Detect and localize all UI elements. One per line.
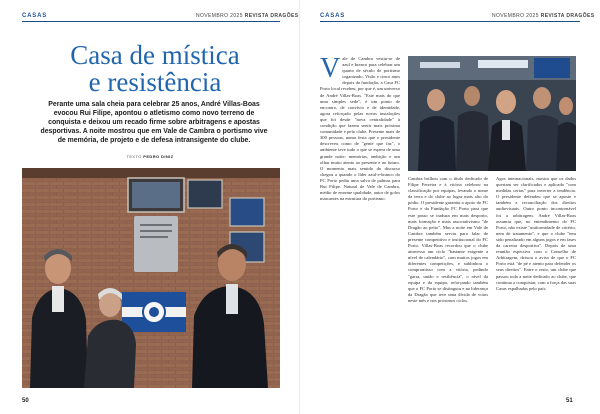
header-rule [22,21,280,22]
page-number-right: 51 [566,398,573,404]
event-photo-illustration [22,168,280,388]
article-lead: Perante uma sala cheia para celebrar 25 anos, André Villas-Boas evocou Rui Filipe, apontou o atletismo como novo terreno de conquista e deixou um recado firme sobre arbitragens e apostas desportivas. A noite mostrou que em Vale de Cambra o portismo vive de memória, de projeto e de defesa intransigente do clube. [40,101,268,144]
publication-name: REVISTA DRAGÕES [244,13,299,19]
event-photo [22,168,280,388]
running-header-right [492,13,594,19]
crowd-photo-illustration [408,56,576,171]
issue-date-right: NOVEMBRO 2025 [492,13,539,19]
crowd-photo [408,56,576,171]
body-column-1 [320,56,400,382]
title-line-1: Casa de mística [70,40,240,70]
running-header [196,13,298,19]
section-label-right: CASAS [320,13,346,19]
issue-date: NOVEMBRO 2025 [196,13,243,19]
column-1-text: ale de Cambra vestiu-se de azul e branco para celebrar um quarto de século de portismo organizado. Visão e cinco anos depois da fundação, a Casa FC Porto local recebeu, por que é, um universo de André Villas-Boas. "Este mais do que uma simples sede", é um ponto de encontro, de convívio e de identidade, agora reforçado pelas novas instalações que foi desde "nova centralidade" à condição que fazem sentir mais próxima comunidade e pelo clube. Presente mais de 300 pessoas, numa festa que o presidente descreveu como de "gente que faz", o ambiente teve tudo o que se espera de uma grande noite: memórias, ambição e um olhar muito atento ao presente e ao futuro. O momento mais sentido do discurso chegou a quando o líder azul-e-branco do FC Porto pediu uma salva de palmas para Rui Filipe. Natural de Vale de Cambra, médio de enorme qualidade, autor de golos marcantes na estrutura do portismo. [320,56,400,202]
header-rule-right [320,21,580,22]
body-column-3: Agos internacionais, mostra que os dados queriam ser clarificados e aplicado "com medidas certas" para inverter a tendência. O presidente defendeu que se aposte e também a reconciliação dos direitos audiovisuais. Outro ponto incontornável foi a arbitragem. André Villas-Boas assumiu que, no entendimento do FC Porto, não existe "uniformidade de critério, nem de tratamento", e que o clube "tem sido penalizado em alguns jogos e em fases da carreira desportiva". Depois de uma reunião espectiva com o Conselho de Arbitragem, deixou o aviso de que o FC Porto está "de pé e atento para defender os seus direitos". Entre o resto, um clube que passou toda a noite dedicado ao clube, que continua a conquistar, com a força das suas Casas espalhadas pelo país. [496,176,576,291]
drop-cap: V [320,56,341,84]
body-column-2: Cambra brilhou com o título dedicado de Filipe Ferreira e à vitória celebrou na classificação por equipas, levando o nome da terra e do clube ao lugar mais alto do pódio. O presidente garantiu o apoio do FC Porto e da Fundação FC Porto para que este passo se traduza em mais desporto, mais formação e mais associativismo "de Dragão ao peito". Mas a noite em Vale de Cambra também serviu para falar de presente competitivo e institucional do FC Porto. Villas-Boas recordou que o clube atravessa um ciclo "bastante exigente a nível de calendário", com muitos jogos em diferentes competições, e sublinhou o compromisso com a vitória, pedindo "garra, união e resiliência", o nível da equipa e da equipa, reforçando também que o FC Porto se distinguiu e na liderança da Dragão que teve uma dívida de votos neste mês e nos próximos ciclos. [408,176,488,303]
title-line-2: e resistência [88,67,222,97]
byline [0,154,300,159]
section-label: CASAS [22,13,48,19]
publication-name-right: REVISTA DRAGÕES [540,13,595,19]
page-number-left: 50 [22,398,29,404]
article-title [45,42,265,96]
byline-label: TEXTO [126,154,142,159]
byline-author: PEDRO DINIZ [143,154,174,159]
